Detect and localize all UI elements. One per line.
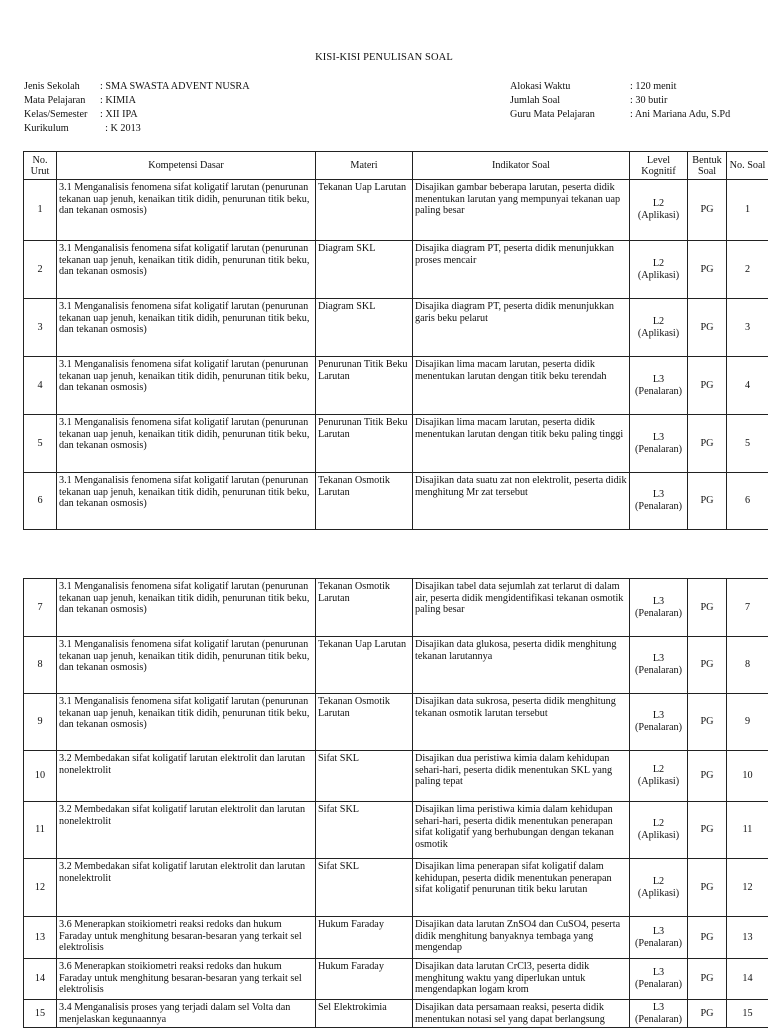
indicator-cell: Disajikan data glukosa, peserta didik menghitung tekanan larutannya [413,637,630,694]
table-row [24,357,768,415]
question-type-cell: PG [688,299,727,357]
question-type-cell: PG [688,180,727,241]
competency-cell: 3.6 Menerapkan stoikiometri reaksi redoks dan hukum Faraday untuk menghitung besaran-besaran yang terkait sel elektrolisis [57,959,316,1000]
cognitive-level-cell: L3 (Penalaran) [630,959,688,1000]
indicator-cell: Disajikan data suatu zat non elektrolit, peserta didik menghitung Mr zat tersebut [413,473,630,530]
col-header-no: No. Urut [24,152,57,180]
question-number-cell: 13 [727,917,768,959]
table-row [24,579,768,637]
question-number-cell: 15 [727,1000,768,1028]
question-number-cell: 7 [727,579,768,637]
row-number: 9 [24,694,57,751]
table-row [24,751,768,802]
indicator-cell: Disajikan gambar beberapa larutan, peserta didik menentukan larutan yang mempunyai tekanan uap paling besar [413,180,630,241]
material-cell: Sifat SKL [316,859,413,917]
class-semester-value: : XII IPA [100,108,138,122]
question-type-cell: PG [688,357,727,415]
competency-cell: 3.1 Menganalisis fenomena sifat koligatif larutan (penurunan tekanan uap jenuh, kenaikan titik didih, penurunan titik beku, dan tekanan osmosis) [57,473,316,530]
subject-value: : KIMIA [100,94,136,108]
question-number-cell: 6 [727,473,768,530]
question-number-cell: 12 [727,859,768,917]
table-row [24,802,768,859]
competency-cell: 3.1 Menganalisis fenomena sifat koligatif larutan (penurunan tekanan uap jenuh, kenaikan titik didih, penurunan titik beku, dan tekanan osmosis) [57,637,316,694]
indicator-cell: Disajikan lima penerapan sifat koligatif dalam kehidupan, peserta didik menentukan penerapan sifat koligatif penurunan titik beku larutan [413,859,630,917]
competency-cell: 3.1 Menganalisis fenomena sifat koligatif larutan (penurunan tekanan uap jenuh, kenaikan titik didih, penurunan titik beku, dan tekanan osmosis) [57,357,316,415]
row-number: 3 [24,299,57,357]
question-count-value: : 30 butir [630,94,667,108]
col-header-nosoal: No. Soal [727,152,768,180]
table-row [24,1000,768,1028]
col-header-materi: Materi [316,152,413,180]
cognitive-level-cell: L2 (Aplikasi) [630,180,688,241]
indicator-cell: Disajika diagram PT, peserta didik menunjukkan garis beku pelarut [413,299,630,357]
subject-label: Mata Pelajaran [24,94,100,108]
cognitive-level-cell: L3 (Penalaran) [630,415,688,473]
row-number: 10 [24,751,57,802]
question-type-cell: PG [688,637,727,694]
question-number-cell: 10 [727,751,768,802]
cognitive-level-cell: L2 (Aplikasi) [630,241,688,299]
document-title: KISI-KISI PENULISAN SOAL [0,52,768,63]
table-row [24,859,768,917]
table-row [24,180,768,241]
table-row [24,694,768,751]
material-cell: Hukum Faraday [316,959,413,1000]
question-number-cell: 8 [727,637,768,694]
cognitive-level-cell: L3 (Penalaran) [630,473,688,530]
competency-cell: 3.1 Menganalisis fenomena sifat koligatif larutan (penurunan tekanan uap jenuh, kenaikan titik didih, penurunan titik beku, dan tekanan osmosis) [57,299,316,357]
curriculum-value: : K 2013 [100,122,141,136]
material-cell: Tekanan Uap Larutan [316,180,413,241]
table-row [24,241,768,299]
question-number-cell: 11 [727,802,768,859]
table-row [24,959,768,1000]
row-number: 4 [24,357,57,415]
school-info [24,80,250,136]
indicator-cell: Disajikan lima peristiwa kimia dalam kehidupan sehari-hari, peserta didik menentukan penerapan sifat koligatif yang berhubungan dengan tekanan osmotik [413,802,630,859]
indicator-cell: Disajikan dua peristiwa kimia dalam kehidupan sehari-hari, peserta didik menentukan SKL yang paling tepat [413,751,630,802]
row-number: 8 [24,637,57,694]
competency-cell: 3.1 Menganalisis fenomena sifat koligatif larutan (penurunan tekanan uap jenuh, kenaikan titik didih, penurunan titik beku, dan tekanan osmosis) [57,180,316,241]
competency-cell: 3.1 Menganalisis fenomena sifat koligatif larutan (penurunan tekanan uap jenuh, kenaikan titik didih, penurunan titik beku, dan tekanan osmosis) [57,579,316,637]
indicator-cell: Disajikan data larutan ZnSO4 dan CuSO4, peserta didik menghitung banyaknya tembaga yang mengendap [413,917,630,959]
cognitive-level-cell: L2 (Aplikasi) [630,751,688,802]
indicator-cell: Disajikan data sukrosa, peserta didik menghitung tekanan osmotik larutan tersebut [413,694,630,751]
row-number: 13 [24,917,57,959]
indicator-cell: Disajikan lima macam larutan, peserta didik menentukan larutan dengan titik beku paling tinggi [413,415,630,473]
question-number-cell: 3 [727,299,768,357]
material-cell: Hukum Faraday [316,917,413,959]
material-cell: Penurunan Titik Beku Larutan [316,415,413,473]
material-cell: Sifat SKL [316,802,413,859]
grid-table-page-1 [23,151,768,530]
table-row [24,473,768,530]
cognitive-level-cell: L3 (Penalaran) [630,637,688,694]
competency-cell: 3.2 Membedakan sifat koligatif larutan elektrolit dan larutan nonelektrolit [57,802,316,859]
question-count-label: Jumlah Soal [510,94,630,108]
competency-cell: 3.6 Menerapkan stoikiometri reaksi redoks dan hukum Faraday untuk menghitung besaran-besaran yang terkait sel elektrolisis [57,917,316,959]
question-type-cell: PG [688,751,727,802]
class-semester-label: Kelas/Semester [24,108,100,122]
question-type-cell: PG [688,694,727,751]
material-cell: Diagram SKL [316,299,413,357]
question-number-cell: 14 [727,959,768,1000]
col-header-indikator: Indikator Soal [413,152,630,180]
material-cell: Tekanan Uap Larutan [316,637,413,694]
question-type-cell: PG [688,241,727,299]
col-header-level: Level Kognitif [630,152,688,180]
exam-info [510,80,730,122]
question-number-cell: 9 [727,694,768,751]
competency-cell: 3.1 Menganalisis fenomena sifat koligatif larutan (penurunan tekanan uap jenuh, kenaikan titik didih, penurunan titik beku, dan tekanan osmosis) [57,415,316,473]
grid-table-page-2 [23,578,768,1028]
teacher-value: : Ani Mariana Adu, S.Pd [630,108,730,122]
time-allocation-label: Alokasi Waktu [510,80,630,94]
material-cell: Tekanan Osmotik Larutan [316,579,413,637]
material-cell: Penurunan Titik Beku Larutan [316,357,413,415]
row-number: 6 [24,473,57,530]
question-number-cell: 1 [727,180,768,241]
competency-cell: 3.1 Menganalisis fenomena sifat koligatif larutan (penurunan tekanan uap jenuh, kenaikan titik didih, penurunan titik beku, dan tekanan osmosis) [57,694,316,751]
table-header-row [24,152,768,180]
question-number-cell: 5 [727,415,768,473]
question-number-cell: 2 [727,241,768,299]
table-row [24,415,768,473]
question-type-cell: PG [688,473,727,530]
question-type-cell: PG [688,859,727,917]
cognitive-level-cell: L3 (Penalaran) [630,694,688,751]
row-number: 12 [24,859,57,917]
cognitive-level-cell: L2 (Aplikasi) [630,299,688,357]
curriculum-label: Kurikulum [24,122,100,136]
row-number: 2 [24,241,57,299]
question-type-cell: PG [688,579,727,637]
row-number: 1 [24,180,57,241]
table-row [24,917,768,959]
cognitive-level-cell: L2 (Aplikasi) [630,802,688,859]
competency-cell: 3.1 Menganalisis fenomena sifat koligatif larutan (penurunan tekanan uap jenuh, kenaikan titik didih, penurunan titik beku, dan tekanan osmosis) [57,241,316,299]
col-header-bentuk: Bentuk Soal [688,152,727,180]
row-number: 7 [24,579,57,637]
row-number: 11 [24,802,57,859]
school-type-value: : SMA SWASTA ADVENT NUSRA [100,80,250,94]
indicator-cell: Disajikan lima macam larutan, peserta didik menentukan larutan dengan titik beku terendah [413,357,630,415]
school-type-label: Jenis Sekolah [24,80,100,94]
cognitive-level-cell: L3 (Penalaran) [630,357,688,415]
row-number: 15 [24,1000,57,1028]
row-number: 5 [24,415,57,473]
question-type-cell: PG [688,1000,727,1028]
table-row [24,637,768,694]
indicator-cell: Disajikan data larutan CrCl3, peserta didik menghitung waktu yang diperlukan untuk mengendapkan logam krom [413,959,630,1000]
question-type-cell: PG [688,959,727,1000]
question-type-cell: PG [688,917,727,959]
competency-cell: 3.2 Membedakan sifat koligatif larutan elektrolit dan larutan nonelektrolit [57,751,316,802]
material-cell: Tekanan Osmotik Larutan [316,473,413,530]
material-cell: Sifat SKL [316,751,413,802]
indicator-cell: Disajika diagram PT, peserta didik menunjukkan proses mencair [413,241,630,299]
question-number-cell: 4 [727,357,768,415]
indicator-cell: Disajikan data persamaan reaksi, peserta didik menentukan notasi sel yang dapat berlangsung [413,1000,630,1028]
competency-cell: 3.4 Menganalisis proses yang terjadi dalam sel Volta dan menjelaskan kegunaannya [57,1000,316,1028]
material-cell: Diagram SKL [316,241,413,299]
teacher-label: Guru Mata Pelajaran [510,108,630,122]
material-cell: Tekanan Osmotik Larutan [316,694,413,751]
material-cell: Sel Elektrokimia [316,1000,413,1028]
table-row [24,299,768,357]
cognitive-level-cell: L3 (Penalaran) [630,579,688,637]
cognitive-level-cell: L3 (Penalaran) [630,1000,688,1028]
competency-cell: 3.2 Membedakan sifat koligatif larutan elektrolit dan larutan nonelektrolit [57,859,316,917]
col-header-kd: Kompetensi Dasar [57,152,316,180]
row-number: 14 [24,959,57,1000]
indicator-cell: Disajikan tabel data sejumlah zat terlarut di dalam air, peserta didik mengidentifikasi tekanan osmotik paling besar [413,579,630,637]
question-type-cell: PG [688,802,727,859]
cognitive-level-cell: L2 (Aplikasi) [630,859,688,917]
cognitive-level-cell: L3 (Penalaran) [630,917,688,959]
question-type-cell: PG [688,415,727,473]
time-allocation-value: : 120 menit [630,80,676,94]
